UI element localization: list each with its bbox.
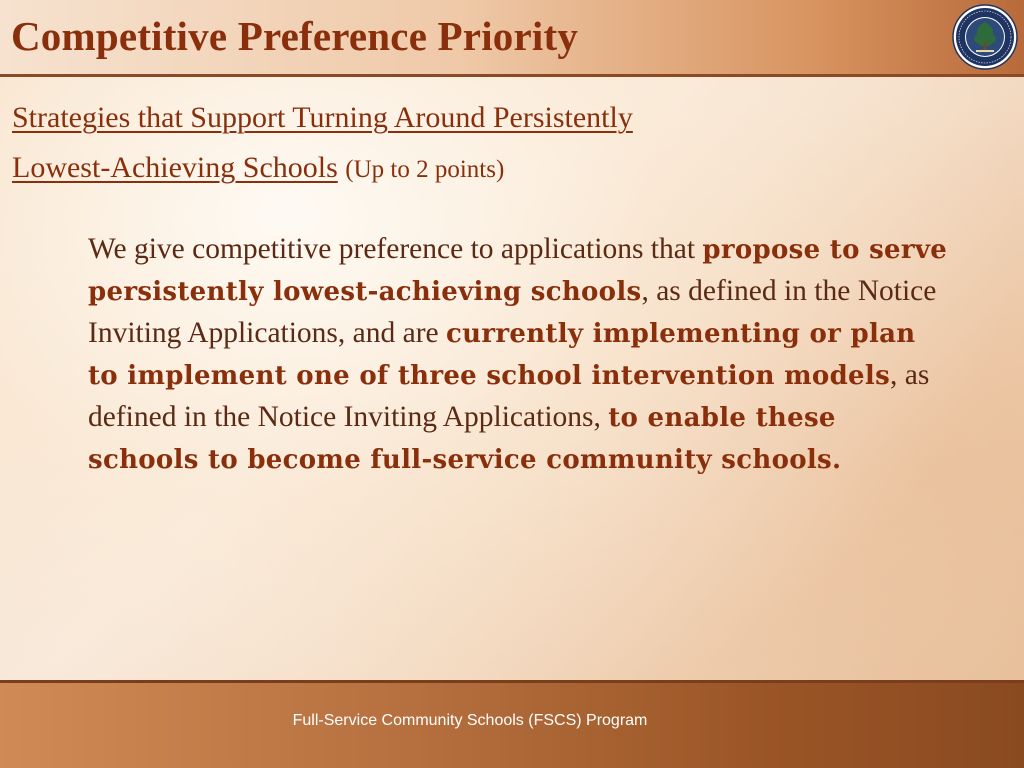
- body-text-1: We give competitive preference to applications that: [88, 233, 703, 265]
- subtitle-line-2: Lowest-Achieving Schools: [12, 151, 338, 184]
- subtitle-points: (Up to 2 points): [345, 156, 505, 183]
- footer-text: Full-Service Community Schools (FSCS) Program: [292, 712, 648, 729]
- body-text-2: , as defined in the Notice Inviting Applications, and are: [88, 275, 937, 349]
- body-emphasis-3: to enable these schools to become full-service community schools.: [88, 403, 842, 475]
- department-of-education-seal-icon: [952, 4, 1018, 70]
- body-text-3: , as defined in the Notice Inviting Applications,: [88, 359, 930, 433]
- body-emphasis-2: currently implementing or plan to implement one of three school intervention models: [88, 319, 916, 391]
- body-paragraph: [88, 229, 948, 481]
- body-emphasis-1: propose to serve persistently lowest-achieving schools: [88, 235, 948, 307]
- slide-title: Competitive Preference Priority: [11, 13, 579, 59]
- subtitle-line-1: Strategies that Support Turning Around Persistently: [12, 101, 633, 134]
- slide-subtitle: [12, 93, 912, 195]
